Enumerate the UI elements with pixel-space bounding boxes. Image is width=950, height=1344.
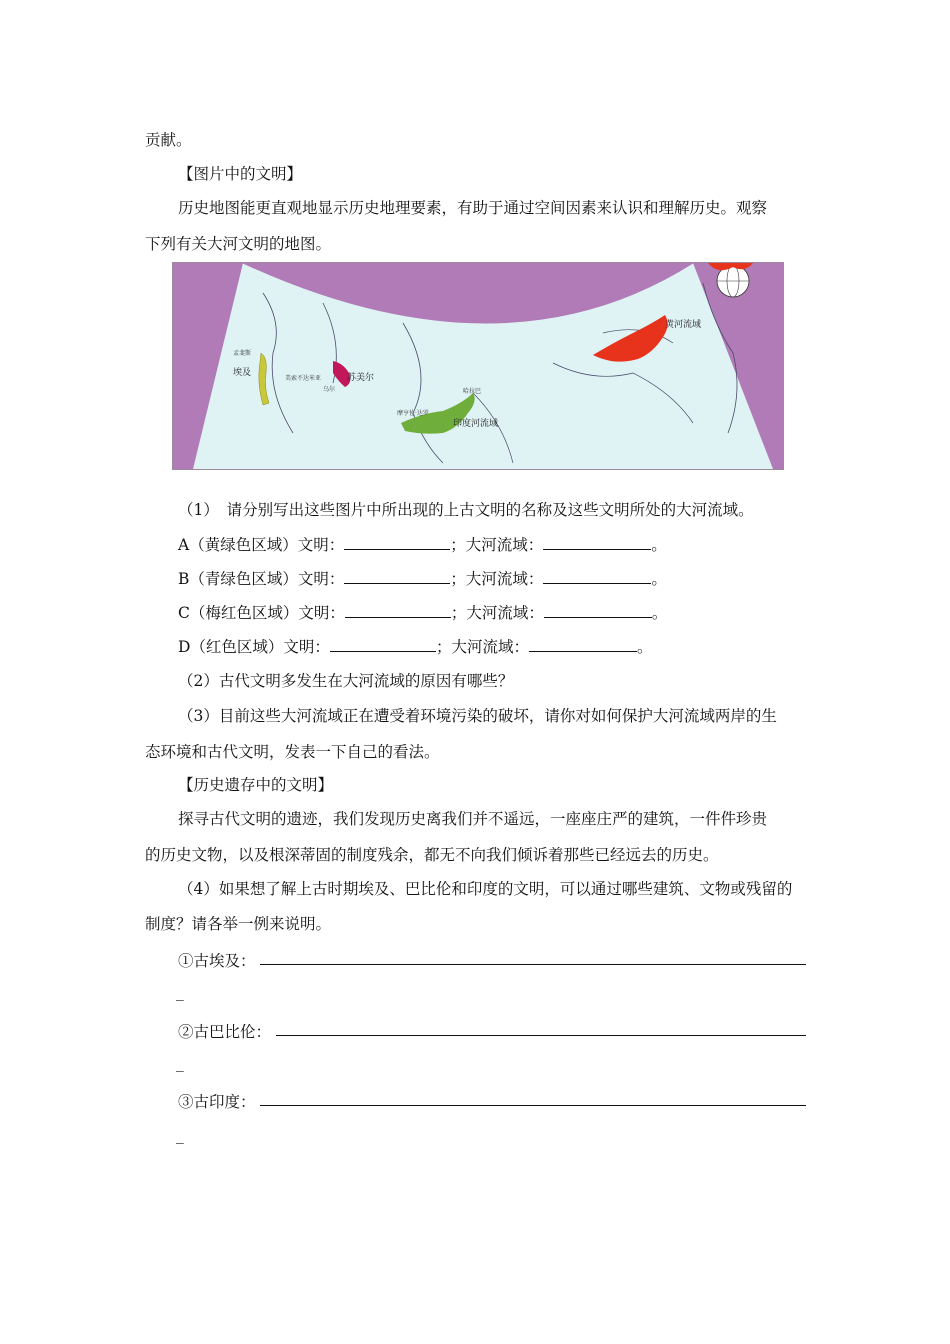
answer-blank-a-civ[interactable] bbox=[344, 535, 450, 550]
q1-item-d: D（红色区域）文明： ；大河流域： 。 bbox=[178, 638, 653, 656]
map-label-memphis: 孟斐斯 bbox=[233, 350, 252, 357]
answer-blank-c-civ[interactable] bbox=[345, 603, 451, 618]
q1-item-c: C（梅红色区域）文明： ；大河流域： 。 bbox=[178, 604, 668, 622]
answer-blank-b-river[interactable] bbox=[543, 569, 651, 584]
q4-item-babylon-tail: _ bbox=[176, 1054, 184, 1072]
map-label-yellow-river: 黄河流域 bbox=[665, 320, 702, 330]
map-label-indus: 印度河流域 bbox=[453, 419, 499, 429]
section1-para-line2: 下列有关大河文明的地图。 bbox=[145, 235, 332, 253]
q4-item-india-tail: _ bbox=[176, 1126, 184, 1144]
map-label-mesopotamia: 美索不达米亚 bbox=[285, 375, 322, 382]
q2-text: （2）古代文明多发生在大河流域的原因有哪些？ bbox=[178, 672, 514, 690]
map-label-harappa: 哈拉巴 bbox=[463, 388, 482, 395]
answer-blank-c-river[interactable] bbox=[544, 603, 652, 618]
answer-blank-d-river[interactable] bbox=[529, 637, 637, 652]
map-label-egypt: 埃及 bbox=[233, 368, 252, 378]
section2-heading: 【历史遗存中的文明】 bbox=[178, 776, 334, 794]
q4-item-egypt: ①古埃及： bbox=[178, 952, 256, 970]
q3-line2: 态环境和古代文明，发表一下自己的看法。 bbox=[145, 743, 440, 761]
section1-heading: 【图片中的文明】 bbox=[178, 165, 303, 183]
answer-line-egypt[interactable] bbox=[260, 964, 806, 965]
river-civilizations-map bbox=[172, 262, 784, 470]
section2-para-line2: 的历史文物，以及根深蒂固的制度残余，都无不向我们倾诉着那些已经远去的历史。 bbox=[145, 846, 719, 864]
q4-item-egypt-tail: _ bbox=[176, 983, 184, 1001]
q4-line2: 制度？请各举一例来说明。 bbox=[145, 915, 332, 933]
map-label-mohenjo: 摩亨佐·达罗 bbox=[397, 410, 429, 417]
q4-line1: （4）如果想了解上古时期埃及、巴比伦和印度的文明，可以通过哪些建筑、文物或残留的 bbox=[178, 880, 793, 898]
q1-item-b: B（青绿色区域）文明： ；大河流域： 。 bbox=[178, 570, 667, 588]
q4-item-india: ③古印度： bbox=[178, 1093, 256, 1111]
answer-blank-a-river[interactable] bbox=[543, 535, 651, 550]
answer-line-babylon[interactable] bbox=[276, 1035, 806, 1036]
q1-prompt: （1） 请分别写出这些图片中所出现的上古文明的名称及这些文明所处的大河流域。 bbox=[178, 501, 754, 519]
section1-para-line1: 历史地图能更直观地显示历史地理要素，有助于通过空间因素来认识和理解历史。观察 bbox=[178, 199, 768, 217]
map-label-ur: 乌尔 bbox=[323, 386, 336, 393]
answer-blank-d-civ[interactable] bbox=[330, 637, 436, 652]
answer-blank-b-civ[interactable] bbox=[344, 569, 450, 584]
answer-line-india[interactable] bbox=[260, 1105, 806, 1106]
section2-para-line1: 探寻古代文明的遗迹，我们发现历史离我们并不遥远，一座座庄严的建筑，一件件珍贵 bbox=[178, 810, 768, 828]
q1-item-a: A（黄绿色区域）文明： ；大河流域： 。 bbox=[178, 536, 667, 554]
q4-item-babylon: ②古巴比伦： bbox=[178, 1023, 272, 1041]
map-label-sumer: 苏美尔 bbox=[347, 373, 375, 383]
intro-tail: 贡献。 bbox=[145, 131, 192, 149]
q3-line1: （3）目前这些大河流域正在遭受着环境污染的破坏，请你对如何保护大河流域两岸的生 bbox=[178, 707, 777, 725]
